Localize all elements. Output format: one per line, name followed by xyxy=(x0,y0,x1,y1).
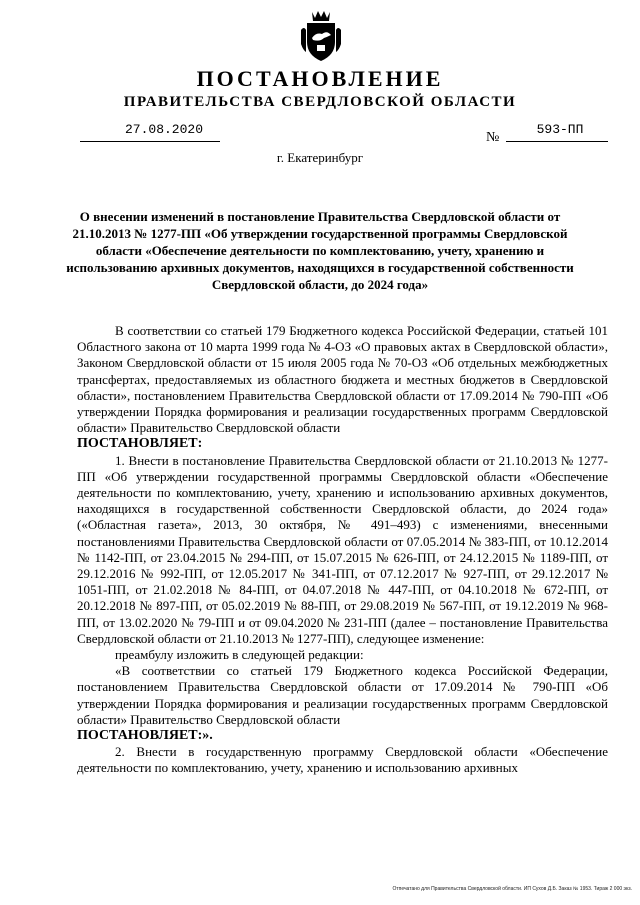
document-heading: О внесении изменений в постановление Правительства Свердловской области от 21.10.2013 № 1277-ПП «Об утверждении государственной программы Свердловской области «Обеспечение деятельности по комплектованию, учету, хранению и использованию архивных документов, находящихся в государственной собственности Свердловской области, до 2024 года» xyxy=(66,209,574,292)
item-1-paragraph: 1. Внести в постановление Правительства Свердловской области от 21.10.2013 № 1277-ПП «Об утверждении государственной программы Свердловской области «Обеспечение деятельности по комплектованию, учету, хранению и использованию архивных документов, находящихся в государственной собственности Свердловской области, до 2024 года» («Областная газета», 2013, 30 октября, № 491–493) с изменениями, внесенными постановлениями Правительства Свердловской области от 07.05.2014 № 383-ПП, от 10.12.2014 № 1142-ПП, от 23.04.2015 № 294-ПП, от 15.07.2015 № 626-ПП, от 24.12.2015 № 1189-ПП, от 29.12.2016 № 992-ПП, от 12.05.2017 № 341-ПП, от 07.12.2017 № 927-ПП, от 29.12.2017 № 1051-ПП, от 21.02.2018 № 84-ПП, от 04.07.2018 № 447-ПП, от 04.10.2018 № 672-ПП, от 20.12.2018 № 897-ПП, от 05.02.2019 № 88-ПП, от 29.08.2019 № 567-ПП, от 19.12.2019 № 968-ПП, от 13.02.2020 № 79-ПП и от 09.04.2020 № 231-ПП (далее – постановление Правительства Свердловской области от 21.10.2013 № 1277-ПП), следующее изменение: xyxy=(77,452,608,646)
print-footer: Отпечатано для Правительства Свердловской области. ИП Сухов Д.Б. Заказ № 1953. Тираж 2 000 экз. xyxy=(392,886,632,892)
preamble-paragraph: преамбулу изложить в следующей редакции: xyxy=(115,647,364,663)
item-2-paragraph: 2. Внести в государственную программу Свердловской области «Обеспечение деятельности по комплектованию, учету, хранению и использованию архивных xyxy=(77,744,608,776)
number-underline xyxy=(506,141,608,142)
document-date: 27.08.2020 xyxy=(124,122,203,137)
decree-quote-end: ПОСТАНОВЛЯЕТ:». xyxy=(77,728,213,744)
decree-heading: ПОСТАНОВЛЯЕТ: xyxy=(77,436,203,452)
intro-paragraph: В соответствии со статьей 179 Бюджетного кодекса Российской Федерации, статьей 101 Областного закона от 10 марта 1999 года № 4-ОЗ «О правовых актах в Свердловской области», Законом Свердловской области от 15 июля 2005 года № 70-ОЗ «Об отдельных межбюджетных трансфертах, предоставляемых из областного бюджета и местных бюджетов в Свердловской области», постановлением Правительства Свердловской области от 17.09.2014 № 790-ПП «Об утверждении Порядка формирования и реализации государственных программ Свердловской области» Правительство Свердловской области xyxy=(77,323,608,436)
quote-paragraph: «В соответствии со статьей 179 Бюджетного кодекса Российской Федерации, постановлением Правительства Свердловской области от 17.09.2014 № 790-ПП «Об утверждении Порядка формирования и реализации государственных программ Свердловской области» Правительство Свердловской области xyxy=(77,663,608,727)
document-number: 593-ПП xyxy=(536,122,584,137)
date-underline xyxy=(80,141,220,142)
coat-of-arms-icon xyxy=(300,8,342,64)
document-title: ПОСТАНОВЛЕНИЕ xyxy=(196,66,444,91)
document-body xyxy=(77,323,608,777)
document-subtitle: ПРАВИТЕЛЬСТВА СВЕРДЛОВСКОЙ ОБЛАСТИ xyxy=(123,94,517,110)
document-city: г. Екатеринбург xyxy=(276,150,364,165)
number-label: № xyxy=(486,130,500,145)
